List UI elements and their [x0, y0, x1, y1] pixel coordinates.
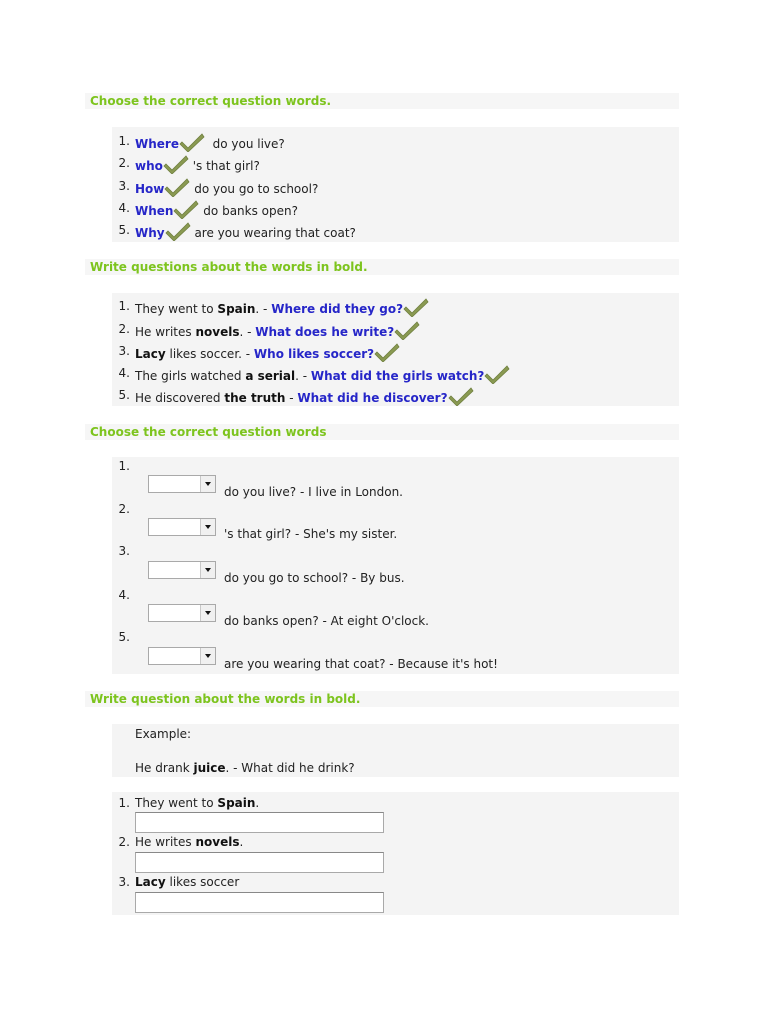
answer-input[interactable] — [135, 852, 384, 873]
sentence-text: - — [285, 391, 298, 405]
question-text: do you go to school? — [194, 182, 319, 196]
item-number: 3. — [118, 344, 130, 358]
sentence-text: . - — [255, 302, 272, 316]
answer-text: who — [135, 159, 163, 173]
bold-word: Lacy — [135, 347, 166, 361]
item-number: 5. — [118, 388, 130, 402]
sentence-text: . - — [239, 325, 256, 339]
item-number: 1. — [118, 796, 130, 810]
answer-text: Why — [135, 226, 165, 240]
checkmark-icon — [448, 386, 474, 406]
answer-text: Who likes soccer? — [253, 347, 375, 361]
question-text: do banks open? - At eight O'clock. — [224, 614, 429, 628]
example-label: Example: — [135, 727, 192, 741]
sentence-text: They went to — [135, 796, 218, 810]
question-text: 's that girl? — [192, 159, 260, 173]
answer-list — [112, 293, 679, 406]
checkmark-icon — [484, 364, 510, 384]
bold-word: the truth — [224, 391, 286, 405]
sentence-text: . - What did he drink? — [225, 761, 355, 775]
answer-text: What did the girls watch? — [310, 369, 485, 383]
section-title: Choose the correct question words. — [85, 93, 679, 109]
question-word-select[interactable] — [148, 518, 216, 536]
answer-list — [112, 127, 679, 242]
item-number: 5. — [118, 223, 130, 237]
bold-word: a serial — [245, 369, 296, 383]
question-text: do you live? — [212, 137, 285, 151]
answer-input[interactable] — [135, 892, 384, 913]
sentence-text: The girls watched — [135, 369, 246, 383]
question-text: 's that girl? - She's my sister. — [224, 527, 398, 541]
section-title: Choose the correct question words — [85, 424, 679, 440]
write-exercise — [112, 792, 679, 915]
item-number: 2. — [118, 835, 130, 849]
bold-word: juice — [193, 761, 226, 775]
bold-word: novels — [195, 325, 240, 339]
checkmark-icon — [165, 221, 191, 241]
bold-word: Spain — [217, 796, 256, 810]
item-number: 4. — [118, 366, 130, 380]
checkmark-icon — [164, 177, 190, 197]
question-word-select[interactable] — [148, 475, 216, 493]
sentence-text: They went to — [135, 302, 218, 316]
bold-word: Lacy — [135, 875, 166, 889]
item-number: 1. — [118, 134, 130, 148]
sentence-text: . — [255, 796, 260, 810]
sentence-text: . - — [295, 369, 311, 383]
checkmark-icon — [179, 132, 205, 152]
answer-text: Where — [135, 137, 179, 151]
item-number: 4. — [118, 201, 130, 215]
answer-text: How — [135, 182, 165, 196]
question-text: do banks open? — [203, 204, 298, 218]
section-title: Write question about the words in bold. — [85, 691, 679, 707]
checkmark-icon — [394, 320, 420, 340]
answer-text: What did he discover? — [297, 391, 448, 405]
item-number: 3. — [118, 179, 130, 193]
sentence-text: He discovered — [135, 391, 225, 405]
item-number: 3. — [118, 544, 130, 558]
section-title: Write questions about the words in bold. — [85, 259, 679, 275]
answer-input[interactable] — [135, 812, 384, 833]
example-box — [112, 724, 679, 777]
sentence-text: likes soccer — [165, 875, 240, 889]
checkmark-icon — [163, 154, 189, 174]
sentence-text: He writes — [135, 835, 196, 849]
question-text: are you wearing that coat? — [194, 226, 356, 240]
question-word-select[interactable] — [148, 604, 216, 622]
chevron-down-icon[interactable] — [200, 605, 215, 621]
sentence-text: He writes — [135, 325, 196, 339]
question-text: do you live? - I live in London. — [224, 485, 403, 499]
bold-word: novels — [195, 835, 240, 849]
checkmark-icon — [374, 342, 400, 362]
item-number: 4. — [118, 588, 130, 602]
sentence-text: likes soccer. - — [165, 347, 254, 361]
item-number: 1. — [118, 459, 130, 473]
chevron-down-icon[interactable] — [200, 562, 215, 578]
item-number: 3. — [118, 875, 130, 889]
checkmark-icon — [403, 297, 429, 317]
checkmark-icon — [173, 199, 199, 219]
item-number: 1. — [118, 299, 130, 313]
chevron-down-icon[interactable] — [200, 519, 215, 535]
sentence-text: . — [239, 835, 244, 849]
question-text: do you go to school? - By bus. — [224, 571, 405, 585]
answer-text: When — [135, 204, 174, 218]
question-text: are you wearing that coat? - Because it's hot! — [224, 657, 498, 671]
item-number: 2. — [118, 502, 130, 516]
chevron-down-icon[interactable] — [200, 648, 215, 664]
sentence-text: He drank — [135, 761, 194, 775]
question-word-select[interactable] — [148, 561, 216, 579]
answer-text: Where did they go? — [271, 302, 404, 316]
item-number: 2. — [118, 322, 130, 336]
chevron-down-icon[interactable] — [200, 476, 215, 492]
bold-word: Spain — [217, 302, 256, 316]
dropdown-exercise — [112, 457, 679, 674]
item-number: 2. — [118, 156, 130, 170]
question-word-select[interactable] — [148, 647, 216, 665]
answer-text: What does he write? — [255, 325, 395, 339]
item-number: 5. — [118, 630, 130, 644]
